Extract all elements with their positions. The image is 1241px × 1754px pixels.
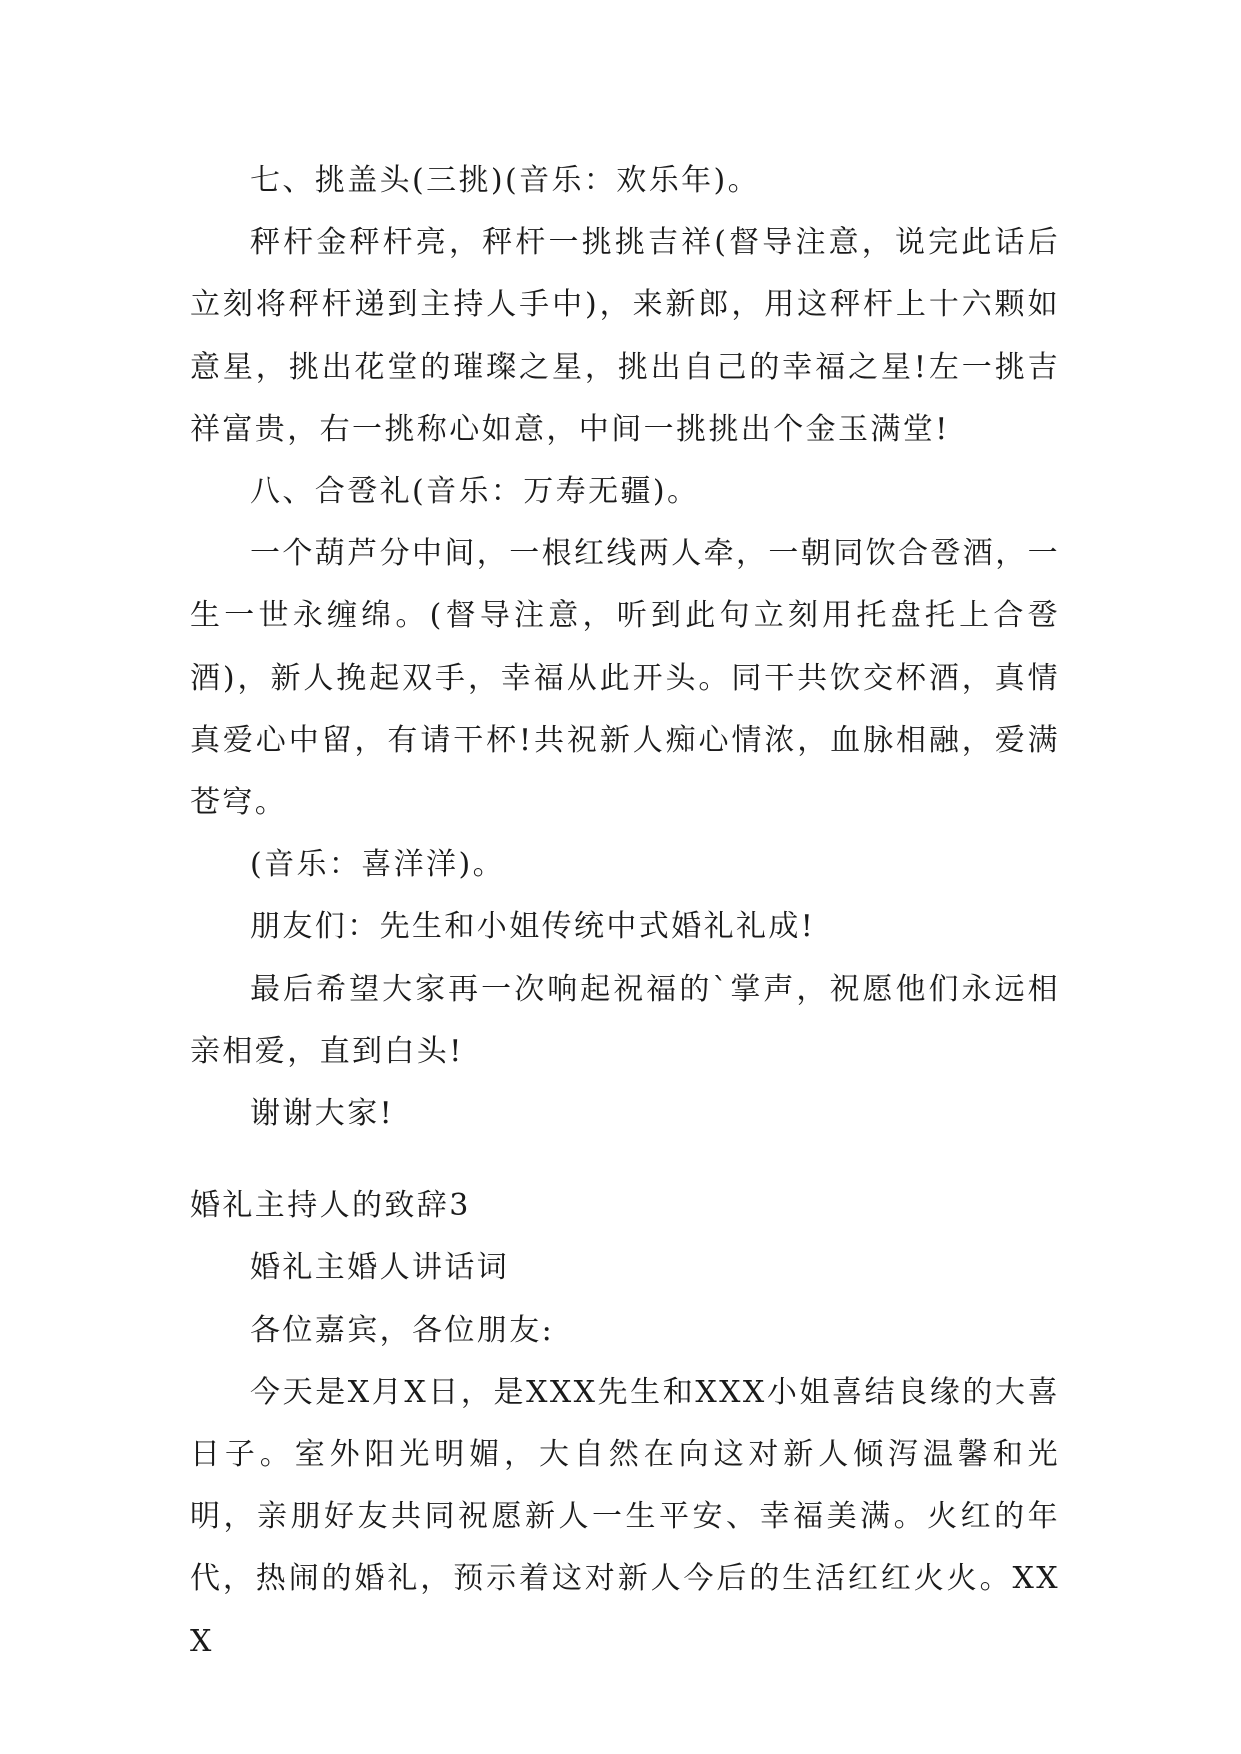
paragraph-thanks: 谢谢大家! [250, 1096, 395, 1132]
paragraph-veil-lifting: 秤杆金秤杆亮，秤杆一挑挑吉祥(督导注意，说完此话后立刻将秤杆递到主持人手中)，来新郎，用这秤杆上十六颗如意星，挑出花堂的璀璨之星，挑出自己的幸福之星!左一挑吉祥富贵，右一挑称心如意，中间一挑挑出个金玉满堂! [190, 225, 1060, 447]
paragraph-speech-title: 婚礼主婚人讲话词 [250, 1250, 510, 1286]
paragraph-wedding-toast: 一个葫芦分中间，一根红线两人牵，一朝同饮合卺酒，一生一世永缠绵。(督导注意，听到此句立刻用托盘托上合卺酒)，新人挽起双手，幸福从此开头。同干共饮交杯酒，真情真爱心中留，有请干杯!共祝新人痴心情浓，血脉相融，爱满苍穹。 [190, 536, 1060, 821]
paragraph-ceremony-step-8: 八、合卺礼(音乐：万寿无疆)。 [250, 474, 700, 510]
paragraph-music-cue: (音乐：喜洋洋)。 [250, 847, 506, 883]
paragraph-closing-wishes: 最后希望大家再一次响起祝福的`掌声，祝愿他们永远相亲相爱，直到白头! [190, 971, 1060, 1069]
document-page [190, 150, 1060, 1673]
paragraph-ceremony-step-7: 七、挑盖头(三挑)(音乐：欢乐年)。 [250, 163, 761, 198]
section-spacer [190, 1145, 1060, 1175]
section-heading: 婚礼主持人的致辞3 [190, 1188, 471, 1224]
paragraph-ceremony-complete: 朋友们：先生和小姐传统中式婚礼礼成! [250, 909, 816, 945]
paragraph-speech-body: 今天是X月X日，是XXX先生和XXX小姐喜结良缘的大喜日子。室外阳光明媚，大自然在向这对新人倾泻温馨和光明，亲朋好友共同祝愿新人一生平安、幸福美满。火红的年代，热闹的婚礼，预示着这对新人今后的生活红红火火。XXX [190, 1374, 1060, 1659]
paragraph-salutation: 各位嘉宾，各位朋友: [250, 1312, 555, 1348]
